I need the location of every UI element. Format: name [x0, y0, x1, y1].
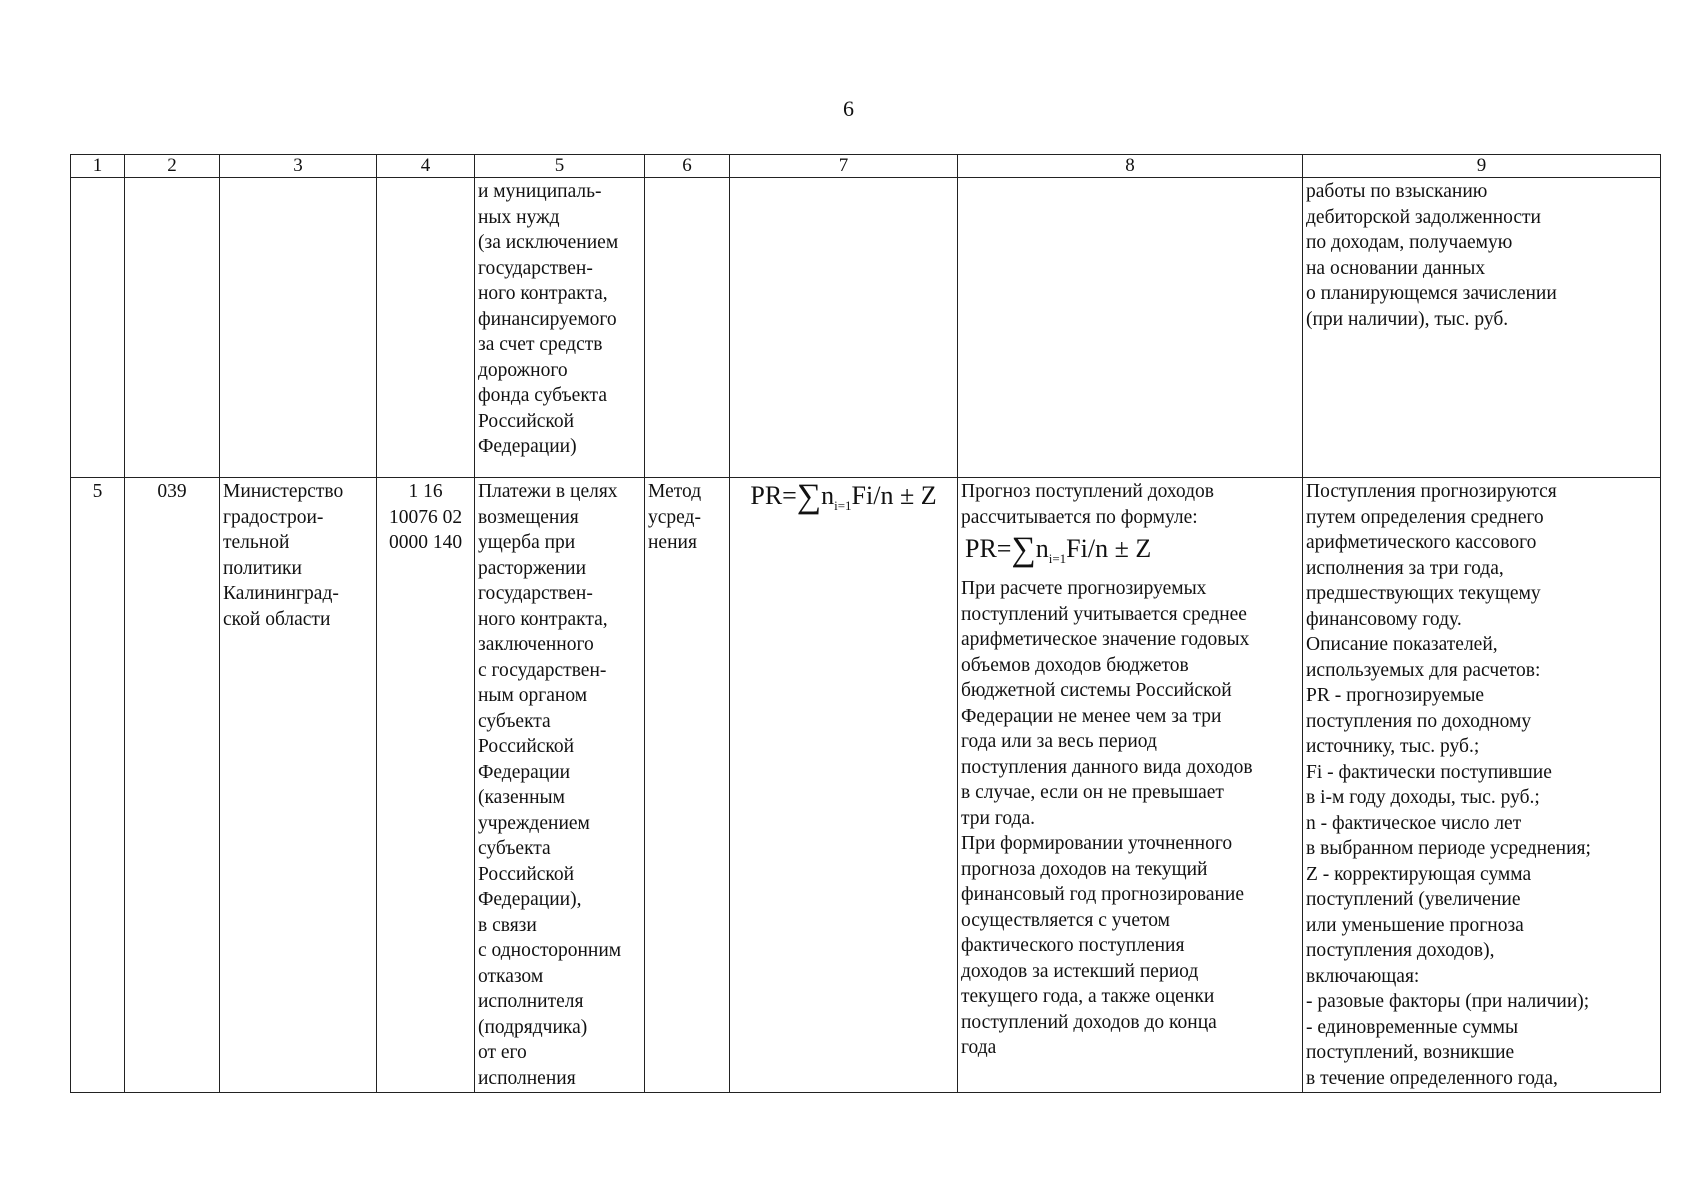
text-line: ных нужд: [478, 206, 560, 228]
text-line: государствен-: [478, 257, 593, 279]
sigma-icon: ∑: [1011, 531, 1036, 568]
text-line: ской области: [223, 608, 331, 630]
text-line: Поступления прогнозируются: [1306, 481, 1557, 502]
formula-rest: Fi/n ± Z: [1066, 534, 1152, 563]
text-line: нения: [648, 532, 697, 553]
text-line: Z - корректирующая сумма: [1306, 863, 1532, 885]
text-line: текущего года, а также оценки: [961, 986, 1215, 1007]
text-line: Fi - фактически поступившие: [1306, 761, 1552, 783]
text-line: ного контракта,: [478, 608, 608, 630]
text-line: возмещения: [478, 506, 579, 528]
formula-inline: [965, 532, 1299, 576]
text-line: Российской: [478, 410, 575, 432]
cell-empty: [958, 178, 1303, 478]
text-line: работы по взысканию: [1306, 181, 1488, 202]
text-line: о планирующемся зачислении: [1306, 283, 1557, 304]
text-line: Федерации не менее чем за три: [961, 705, 1222, 727]
text-line: усред-: [648, 506, 701, 528]
text-line: с односторонним: [478, 940, 622, 961]
budget-classification-code: [377, 478, 475, 1093]
algorithm-cell: [958, 478, 1303, 1093]
text-line: Федерации: [478, 761, 571, 783]
text-line: Федерации): [478, 436, 577, 457]
text-line: учреждением: [478, 812, 590, 834]
page-number: 6: [843, 96, 854, 121]
revenue-forecast-table: [70, 154, 1661, 1093]
text-line: источнику, тыс. руб.;: [1306, 736, 1480, 757]
text-line: тельной: [223, 532, 290, 553]
formula: [733, 479, 954, 523]
cell-empty: [730, 178, 958, 478]
continuation-description-cell: [1303, 178, 1661, 478]
administrator-name: [220, 478, 377, 1093]
text-line: фактического поступления: [961, 935, 1185, 956]
text-line: путем определения среднего: [1306, 506, 1544, 528]
text-line: государствен-: [478, 583, 593, 604]
formula-lhs: PR=: [965, 534, 1012, 563]
continuation-name-cell: [475, 178, 645, 478]
text-line: в связи: [478, 914, 537, 936]
text-line: (казенным: [478, 787, 565, 808]
text-line: года: [961, 1037, 997, 1058]
formula-lhs: PR=: [750, 481, 797, 510]
text-line: финансируемого: [478, 308, 617, 330]
formula-subscript: i=1: [834, 498, 852, 513]
algorithm-body: [961, 576, 1299, 1061]
cell-empty: [645, 178, 730, 478]
text-line: заключенного: [478, 634, 594, 655]
indicator-description: [1303, 478, 1661, 1093]
text-line: с государствен-: [478, 659, 607, 681]
text-line: Описание показателей,: [1306, 634, 1498, 655]
text-line: дорожного: [478, 359, 568, 381]
text-line: финансовый год прогнозирование: [961, 884, 1245, 905]
text-line: - разовые факторы (при наличии);: [1306, 991, 1590, 1012]
text-line: отказом: [478, 965, 544, 987]
text-line: Платежи в целях: [478, 481, 618, 502]
text-line: арифметического кассового: [1306, 532, 1537, 553]
text-line: в i-м году доходы, тыс. руб.;: [1306, 787, 1540, 808]
text-line: (при наличии), тыс. руб.: [1306, 308, 1509, 330]
text-line: субъекта: [478, 838, 551, 859]
text-line: поступления данного вида доходов: [961, 756, 1253, 778]
text-line: n - фактическое число лет: [1306, 812, 1522, 834]
text-line: в течение определенного года,: [1306, 1067, 1558, 1089]
text-line: фонда субъекта: [478, 385, 607, 406]
forecast-method: [645, 478, 730, 1093]
text-line: При формировании уточненного: [961, 833, 1233, 854]
text-line: Российской: [478, 736, 575, 757]
text-line: поступления по доходному: [1306, 710, 1532, 732]
formula-n: n: [821, 481, 835, 510]
text-line: Российской: [478, 863, 575, 885]
text-line: При расчете прогнозируемых: [961, 578, 1207, 599]
text-line: исполнения: [478, 1067, 576, 1089]
text-line: Федерации),: [478, 889, 582, 910]
text-line: - единовременные суммы: [1306, 1016, 1519, 1038]
text-line: Калининград-: [223, 583, 339, 604]
text-line: поступлений, возникшие: [1306, 1042, 1515, 1063]
text-line: на основании данных: [1306, 257, 1486, 279]
table-row: [71, 478, 1661, 1093]
header-col-9: 9: [1303, 155, 1661, 178]
text-line: исполнителя: [478, 991, 584, 1012]
text-line: в выбранном периоде усреднения;: [1306, 838, 1591, 859]
text-line: Министерство: [223, 481, 344, 502]
text-line: в случае, если он не превышает: [961, 782, 1224, 803]
text-line: субъекта: [478, 710, 551, 732]
cell-empty: [125, 178, 220, 478]
text-line: арифметическое значение годовых: [961, 629, 1250, 650]
text-line: Метод: [648, 481, 702, 502]
text-line: 0000 140: [388, 532, 463, 553]
text-line: поступлений доходов до конца: [961, 1011, 1217, 1033]
sigma-icon: ∑: [796, 478, 822, 515]
formula-subscript: i=1: [1048, 551, 1067, 566]
revenue-name: [475, 478, 645, 1093]
text-line: по доходам, получаемую: [1306, 232, 1513, 253]
continuation-row: [71, 178, 1661, 478]
text-line: ного контракта,: [478, 283, 608, 304]
text-line: финансовому году.: [1306, 608, 1462, 630]
text-line: Прогноз поступлений доходов: [961, 481, 1214, 502]
text-line: PR - прогнозируемые: [1306, 685, 1485, 706]
text-line: от его: [478, 1042, 527, 1063]
cell-empty: [220, 178, 377, 478]
text-line: или уменьшение прогноза: [1306, 914, 1524, 936]
text-line: доходов за истекший период: [961, 960, 1199, 982]
text-line: ным органом: [478, 685, 588, 706]
cell-empty: [71, 178, 125, 478]
header-col-7: 7: [730, 155, 958, 178]
text-line: три года.: [961, 807, 1035, 829]
header-col-5: 5: [475, 155, 645, 178]
text-line: используемых для расчетов:: [1306, 659, 1541, 681]
row-number: 5: [71, 478, 125, 1093]
text-line: и муниципаль-: [478, 181, 602, 202]
text-line: (подрядчика): [478, 1016, 588, 1038]
text-line: исполнения за три года,: [1306, 557, 1504, 579]
formula-n: n: [1035, 534, 1049, 563]
text-line: предшествующих текущему: [1306, 583, 1541, 604]
text-line: поступления доходов),: [1306, 940, 1495, 961]
text-line: ущерба при: [478, 532, 576, 553]
text-line: поступлений учитывается среднее: [961, 603, 1247, 625]
formula-rest: Fi/n ± Z: [851, 481, 937, 510]
text-line: расторжении: [478, 557, 587, 579]
text-line: 10076 02: [388, 506, 463, 528]
header-col-4: 4: [377, 155, 475, 178]
text-line: 1 16: [408, 481, 443, 502]
header-col-3: 3: [220, 155, 377, 178]
text-line: осуществляется с учетом: [961, 909, 1171, 931]
formula-cell: [730, 478, 958, 1093]
text-line: градострои-: [223, 506, 324, 528]
algorithm-intro: [961, 479, 1299, 530]
text-line: бюджетной системы Российской: [961, 680, 1232, 701]
header-col-6: 6: [645, 155, 730, 178]
text-line: рассчитывается по формуле:: [961, 506, 1198, 528]
header-col-8: 8: [958, 155, 1303, 178]
cell-empty: [377, 178, 475, 478]
text-line: объемов доходов бюджетов: [961, 654, 1189, 676]
header-col-2: 2: [125, 155, 220, 178]
text-line: дебиторской задолженности: [1306, 206, 1541, 228]
text-line: года или за весь период: [961, 731, 1157, 752]
text-line: за счет средств: [478, 334, 603, 355]
text-line: поступлений (увеличение: [1306, 889, 1521, 910]
text-line: (за исключением: [478, 232, 619, 253]
header-row: [71, 155, 1661, 178]
admin-code: 039: [125, 478, 220, 1093]
header-col-1: 1: [71, 155, 125, 178]
text-line: политики: [223, 557, 302, 579]
text-line: включающая:: [1306, 965, 1420, 987]
text-line: прогноза доходов на текущий: [961, 858, 1208, 880]
